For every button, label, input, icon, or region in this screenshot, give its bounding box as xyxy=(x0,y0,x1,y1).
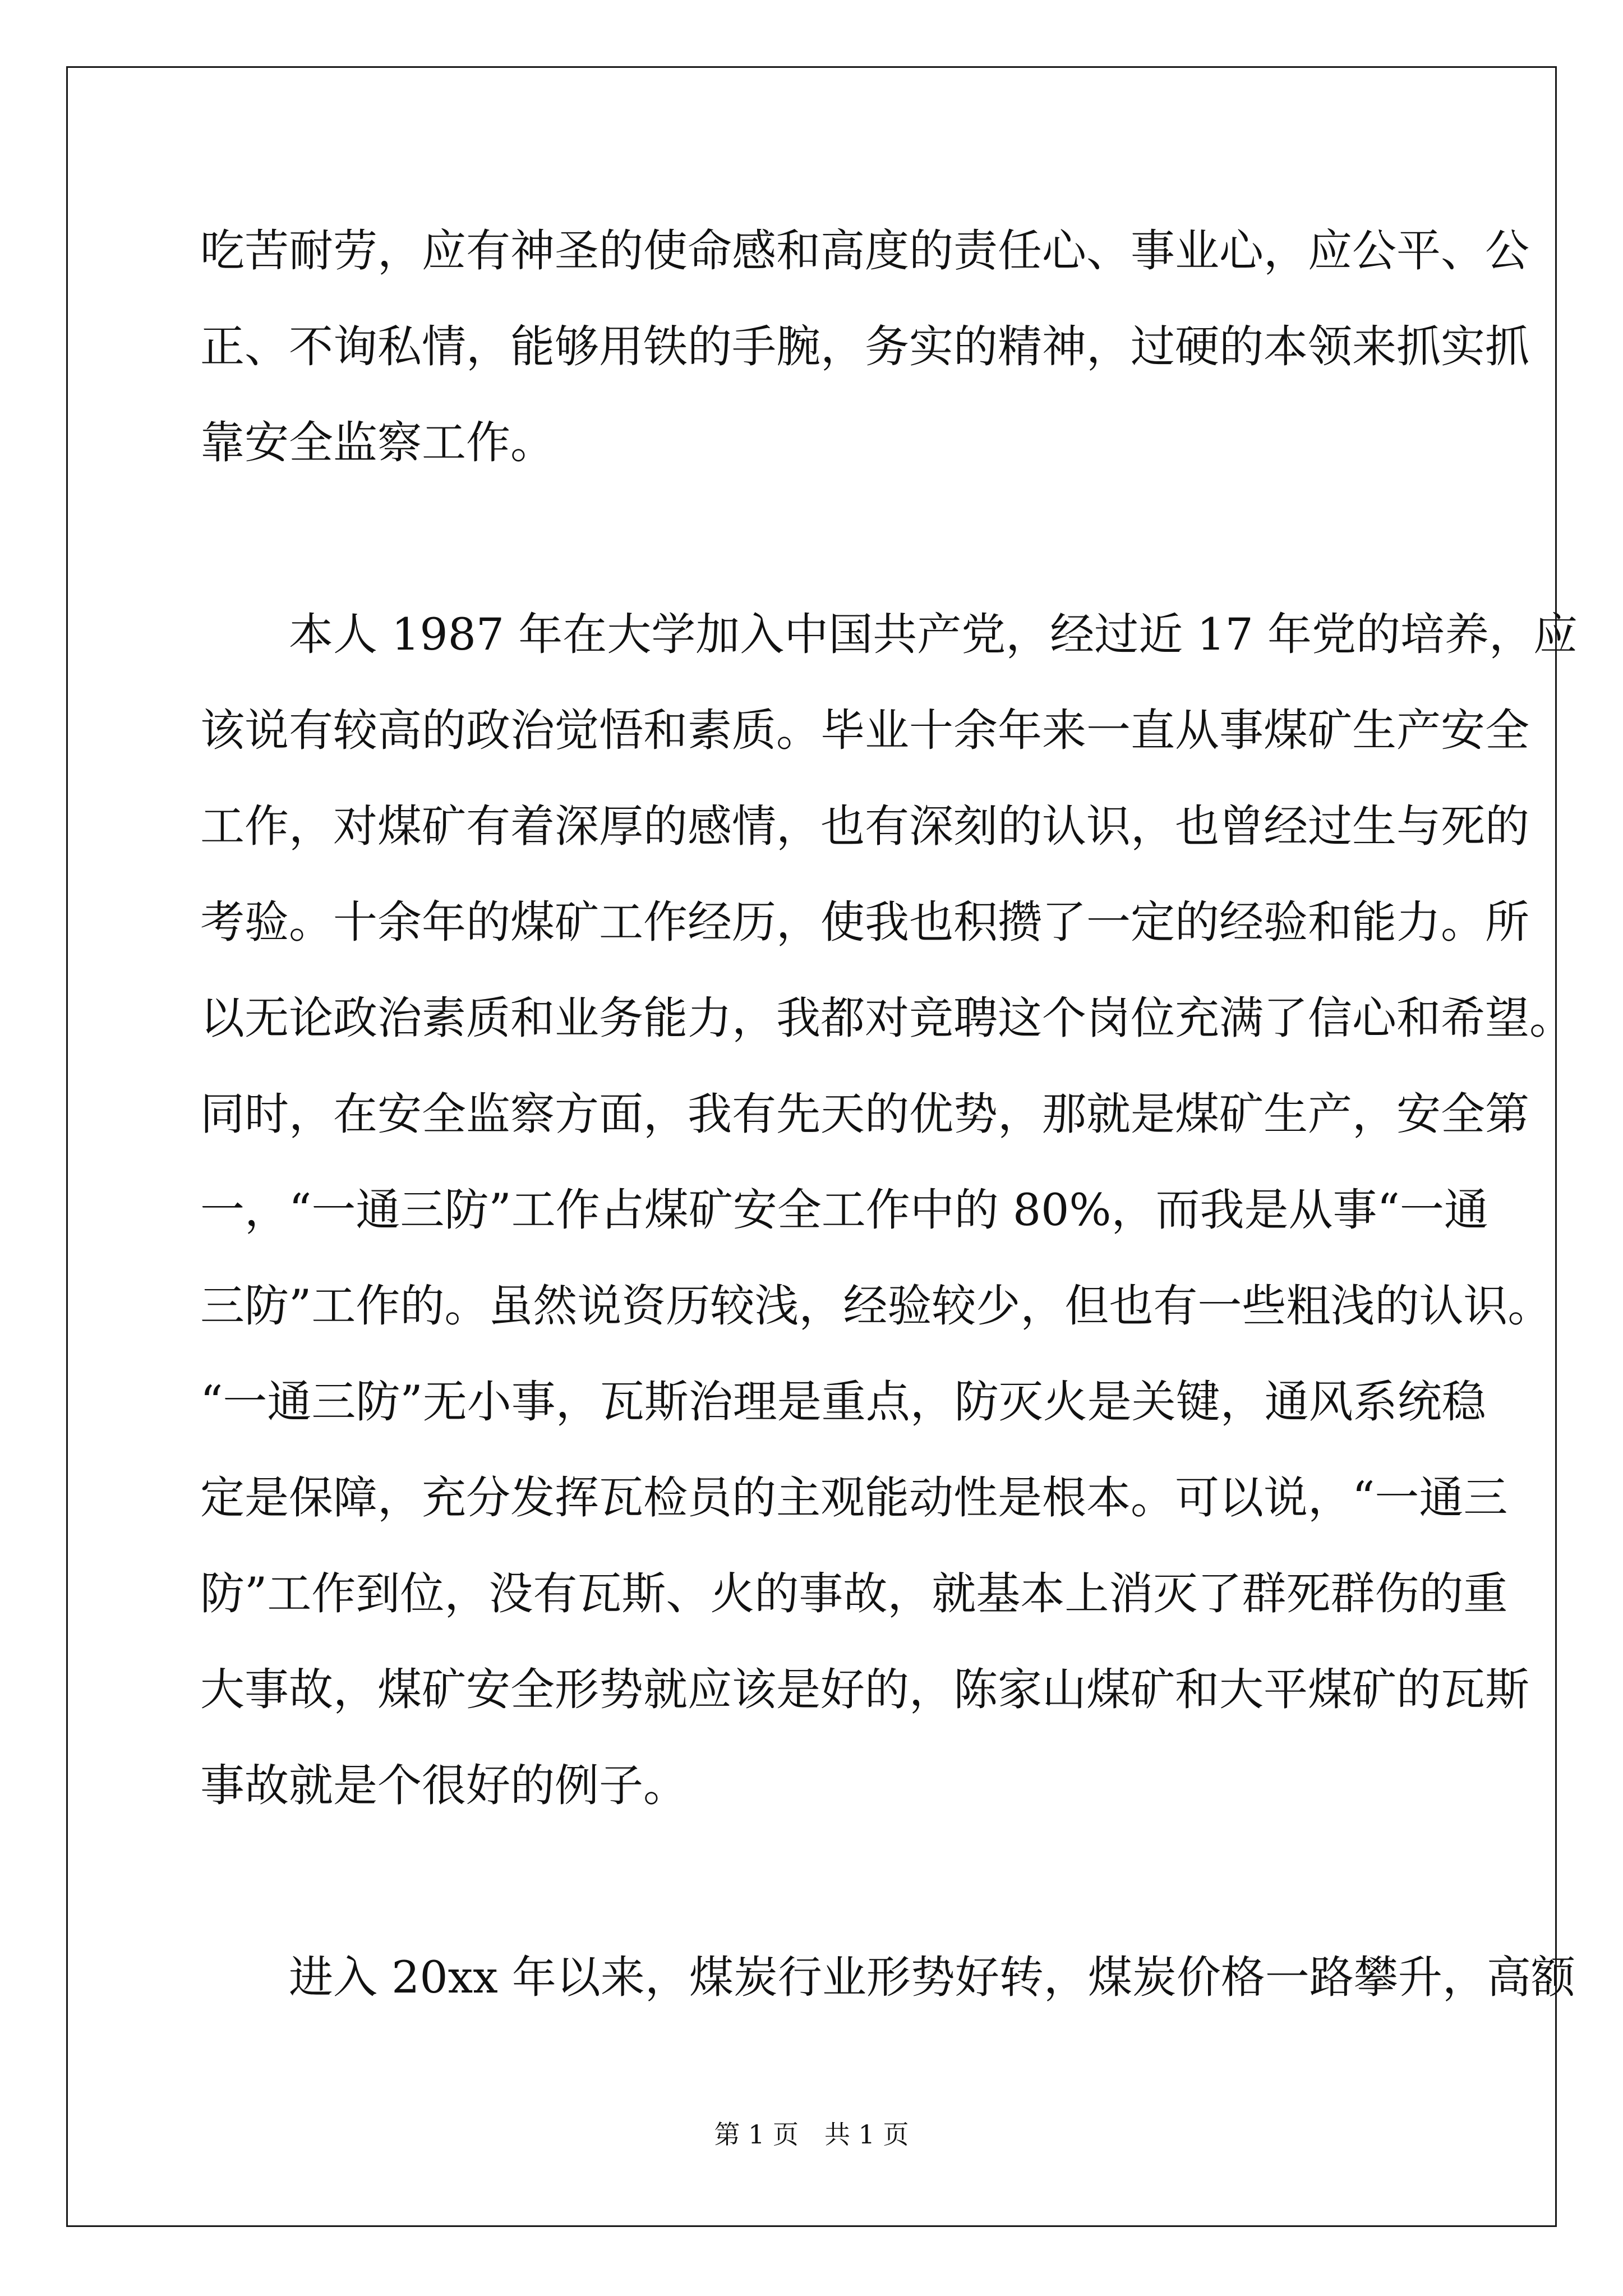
paragraph-3 xyxy=(200,1930,1575,2026)
paragraph-1 xyxy=(200,203,1529,491)
text-line: 靠安全监察工作。 xyxy=(200,417,555,468)
text-line: 三防”工作的。虽然说资历较浅，经验较少，但也有一些粗浅的认识。 xyxy=(200,1280,1552,1332)
text-line: 大事故，煤矿安全形势就应该是好的，陈家山煤矿和大平煤矿的瓦斯 xyxy=(200,1664,1529,1715)
text-line: 防”工作到位，没有瓦斯、火的事故，就基本上消灭了群死群伤的重 xyxy=(200,1568,1508,1619)
text-line: 一，“一通三防”工作占煤矿安全工作中的 80%，而我是从事“一通 xyxy=(200,1184,1488,1236)
text-line: 该说有较高的政治觉悟和素质。毕业十余年来一直从事煤矿生产安全 xyxy=(200,705,1529,756)
text-line: “一通三防”无小事，瓦斯治理是重点，防灭火是关键，通风系统稳 xyxy=(200,1376,1486,1428)
text-line: 以无论政治素质和业务能力，我都对竞聘这个岗位充满了信心和希望。 xyxy=(200,992,1574,1044)
text-line: 工作，对煤矿有着深厚的感情，也有深刻的认识，也曾经过生与死的 xyxy=(200,800,1529,852)
paragraph-spacer xyxy=(200,1834,1427,1930)
text-line: 进入 20xx 年以来，煤炭行业形势好转，煤炭价格一路攀升，高额 xyxy=(200,1952,1575,2003)
text-line: 事故就是个很好的例子。 xyxy=(200,1760,688,1811)
text-line: 同时，在安全监察方面，我有先天的优势，那就是煤矿生产，安全第 xyxy=(200,1088,1529,1140)
paragraph-spacer xyxy=(200,491,1427,587)
text-line: 考验。十余年的煤矿工作经历，使我也积攒了一定的经验和能力。所 xyxy=(200,896,1529,948)
paragraph-2 xyxy=(200,587,1578,1834)
document-body xyxy=(200,203,1578,2026)
text-line: 本人 1987 年在大学加入中国共产党，经过近 17 年党的培养，应 xyxy=(200,609,1578,660)
text-line: 吃苦耐劳，应有神圣的使命感和高度的责任心、事业心，应公平、公 xyxy=(200,225,1529,277)
text-line: 定是保障，充分发挥瓦检员的主观能动性是根本。可以说，“一通三 xyxy=(200,1472,1508,1524)
page-number: 第 1 页 共 1 页 xyxy=(714,2119,909,2150)
text-line: 正、不询私情，能够用铁的手腕，务实的精神，过硬的本领来抓实抓 xyxy=(200,321,1529,372)
